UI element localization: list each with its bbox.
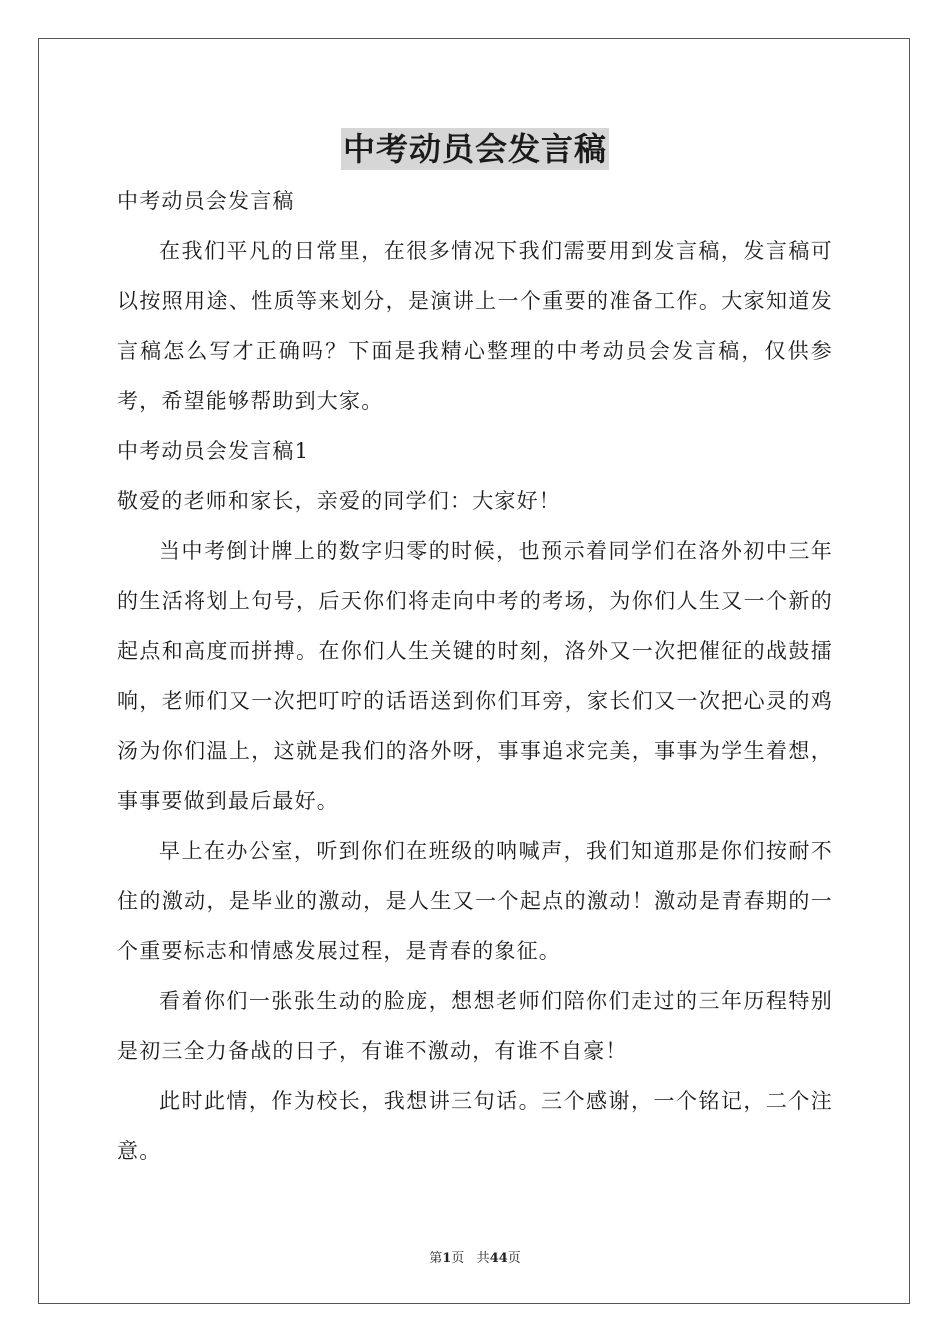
document-body bbox=[117, 176, 833, 1176]
body-paragraph: 看着你们一张张生动的脸庞，想想老师们陪你们走过的三年历程特别是初三全力备战的日子，有谁不激动，有谁不自豪！ bbox=[117, 989, 833, 1063]
footer-page-suffix: 页 bbox=[451, 1251, 465, 1266]
page-footer bbox=[0, 1247, 950, 1266]
document-title: 中考动员会发言稿 bbox=[342, 130, 607, 168]
section-heading: 中考动员会发言稿1 bbox=[117, 439, 310, 463]
intro-paragraph: 在我们平凡的日常里，在很多情况下我们需要用到发言稿，发言稿可以按照用途、性质等来划分，是演讲上一个重要的准备工作。大家知道发言稿怎么写才正确吗？下面是我精心整理的中考动员会发言稿，仅供参考，希望能够帮助到大家。 bbox=[117, 239, 833, 413]
footer-page-number: 1 bbox=[442, 1251, 452, 1266]
footer-total-prefix: 共 bbox=[476, 1251, 490, 1266]
body-paragraph: 早上在办公室，听到你们在班级的呐喊声，我们知道那是你们按耐不住的激动，是毕业的激动，是人生又一个起点的激动！激动是青春期的一个重要标志和情感发展过程，是青春的象征。 bbox=[117, 839, 833, 963]
footer-total-pages: 44 bbox=[489, 1251, 508, 1266]
body-paragraph: 当中考倒计牌上的数字归零的时候，也预示着同学们在洛外初中三年的生活将划上句号，后天你们将走向中考的考场，为你们人生又一个新的起点和高度而拼搏。在你们人生关键的时刻，洛外又一次把催征的战鼓擂响，老师们又一次把叮咛的话语送到你们耳旁，家长们又一次把心灵的鸡汤为你们温上，这就是我们的洛外呀，事事追求完美，事事为学生着想，事事要做到最后最好。 bbox=[117, 539, 833, 813]
body-paragraph: 此时此情，作为校长，我想讲三句话。三个感谢，一个铭记，二个注意。 bbox=[117, 1089, 833, 1163]
title-container bbox=[0, 128, 950, 170]
footer-total-suffix: 页 bbox=[507, 1251, 521, 1266]
subtitle-paragraph: 中考动员会发言稿 bbox=[117, 189, 295, 213]
footer-prefix: 第 bbox=[429, 1251, 443, 1266]
salutation-paragraph: 敬爱的老师和家长，亲爱的同学们：大家好！ bbox=[117, 489, 561, 513]
